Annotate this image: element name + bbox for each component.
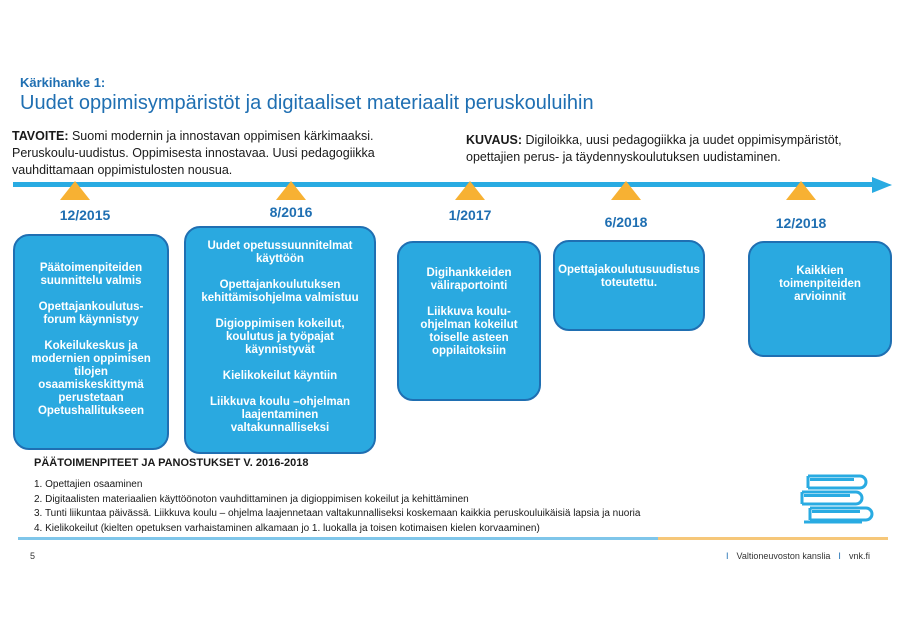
milestone-item: Digioppimisen kokeilut, koulutus ja työpajat käynnistyvät	[215, 318, 345, 356]
footer-credits	[726, 551, 870, 561]
milestone-marker-5	[786, 181, 816, 200]
milestone-marker-4	[611, 181, 641, 200]
milestone-item: Kielikokeilut käyntiin	[222, 370, 338, 382]
milestone-date-1: 12/2015	[59, 207, 111, 223]
milestone-item: Uudet opetussuunnitelmat käyttöön	[207, 240, 353, 265]
milestone-item: Opettajakoulutusuudistus toteutettu.	[558, 264, 700, 289]
timeline-arrow-line	[13, 182, 879, 187]
description-label: KUVAUS:	[466, 133, 523, 147]
milestone-marker-1	[60, 181, 90, 200]
list-item: 4. Kielikokeilut (kielten opetuksen varhaistaminen alkamaan jo 1. luokalla ja toisen kotimaisen kielen korvaaminen)	[34, 522, 540, 534]
footer-org: Valtioneuvoston kanslia	[736, 551, 831, 561]
milestone-marker-3	[455, 181, 485, 200]
footer-separator: I	[726, 551, 729, 561]
milestone-box-2	[184, 226, 376, 454]
goal-label: TAVOITE:	[12, 129, 69, 143]
page-title: Uudet oppimisympäristöt ja digitaaliset materiaalit peruskouluihin	[20, 92, 594, 114]
milestone-box-3	[397, 241, 541, 401]
goal-body: Suomi modernin ja innostavan oppimisen kärkimaaksi. Peruskoulu-uudistus. Oppimisesta innostavaa. Uusi pedagogiikka vauhdittamaan oppimistulosten nousua.	[12, 129, 375, 177]
list-item: 1. Opettajien osaaminen	[34, 479, 143, 490]
milestone-marker-2	[276, 181, 306, 200]
milestone-item: Opettajankoulutuksen kehittämisohjelma valmistuu	[201, 279, 359, 304]
milestone-box-5	[748, 241, 892, 357]
list-item: 2. Digitaalisten materiaalien käyttöönoton vauhdittaminen ja digioppimisen kokeilut ja kehittäminen	[34, 493, 469, 505]
milestone-date-5: 12/2018	[775, 215, 827, 231]
timeline-arrow-head-icon	[872, 177, 892, 193]
milestone-date-2: 8/2016	[269, 204, 313, 220]
milestone-item: Päätoimenpiteiden suunnittelu valmis	[39, 262, 143, 287]
description-body: Digiloikka, uusi pedagogiikka ja uudet oppimisympäristöt, opettajien perus- ja täydennyskoulutuksen uudistaminen.	[466, 133, 842, 164]
milestone-date-3: 1/2017	[448, 207, 492, 223]
milestone-box-4	[553, 240, 705, 331]
milestone-box-1	[13, 234, 169, 450]
list-item: 3. Tunti liikuntaa päivässä. Liikkuva koulu – ohjelma laajennetaan valtakunnalliseksi koskemaan kaikkia peruskouluikäisiä lapsia ja nuoria	[34, 508, 641, 519]
footer-divider-blue	[18, 537, 658, 540]
milestone-item: Digihankkeiden väliraportointi	[426, 267, 512, 292]
kicker: Kärkihanke 1:	[20, 75, 106, 90]
milestone-item: Opettajankoulutus-forum käynnistyy	[38, 301, 144, 326]
milestone-item: Liikkuva koulu-ohjelman kokeilut toiselle asteen oppilaitoksiin	[420, 306, 518, 357]
milestone-item: Kokeilukeskus ja modernien oppimisen tilojen osaamiskeskittymä perustetaan Opetushallitukseen	[31, 340, 151, 417]
milestone-item: Liikkuva koulu –ohjelman laajentaminen valtakunnalliseksi	[210, 396, 350, 434]
footer-separator: I	[838, 551, 841, 561]
milestone-date-4: 6/2018	[604, 214, 648, 230]
footer-site: vnk.fi	[848, 551, 870, 561]
description-text	[466, 132, 866, 166]
actions-title: PÄÄTOIMENPITEET JA PANOSTUKSET V. 2016-2018	[34, 457, 309, 469]
page-number: 5	[30, 551, 36, 561]
actions-list	[34, 478, 640, 536]
milestone-item: Kaikkien toimenpiteiden arvioinnit	[779, 265, 861, 303]
goal-text	[12, 128, 437, 179]
footer-divider-orange	[658, 537, 888, 540]
books-stack-icon	[798, 470, 878, 532]
